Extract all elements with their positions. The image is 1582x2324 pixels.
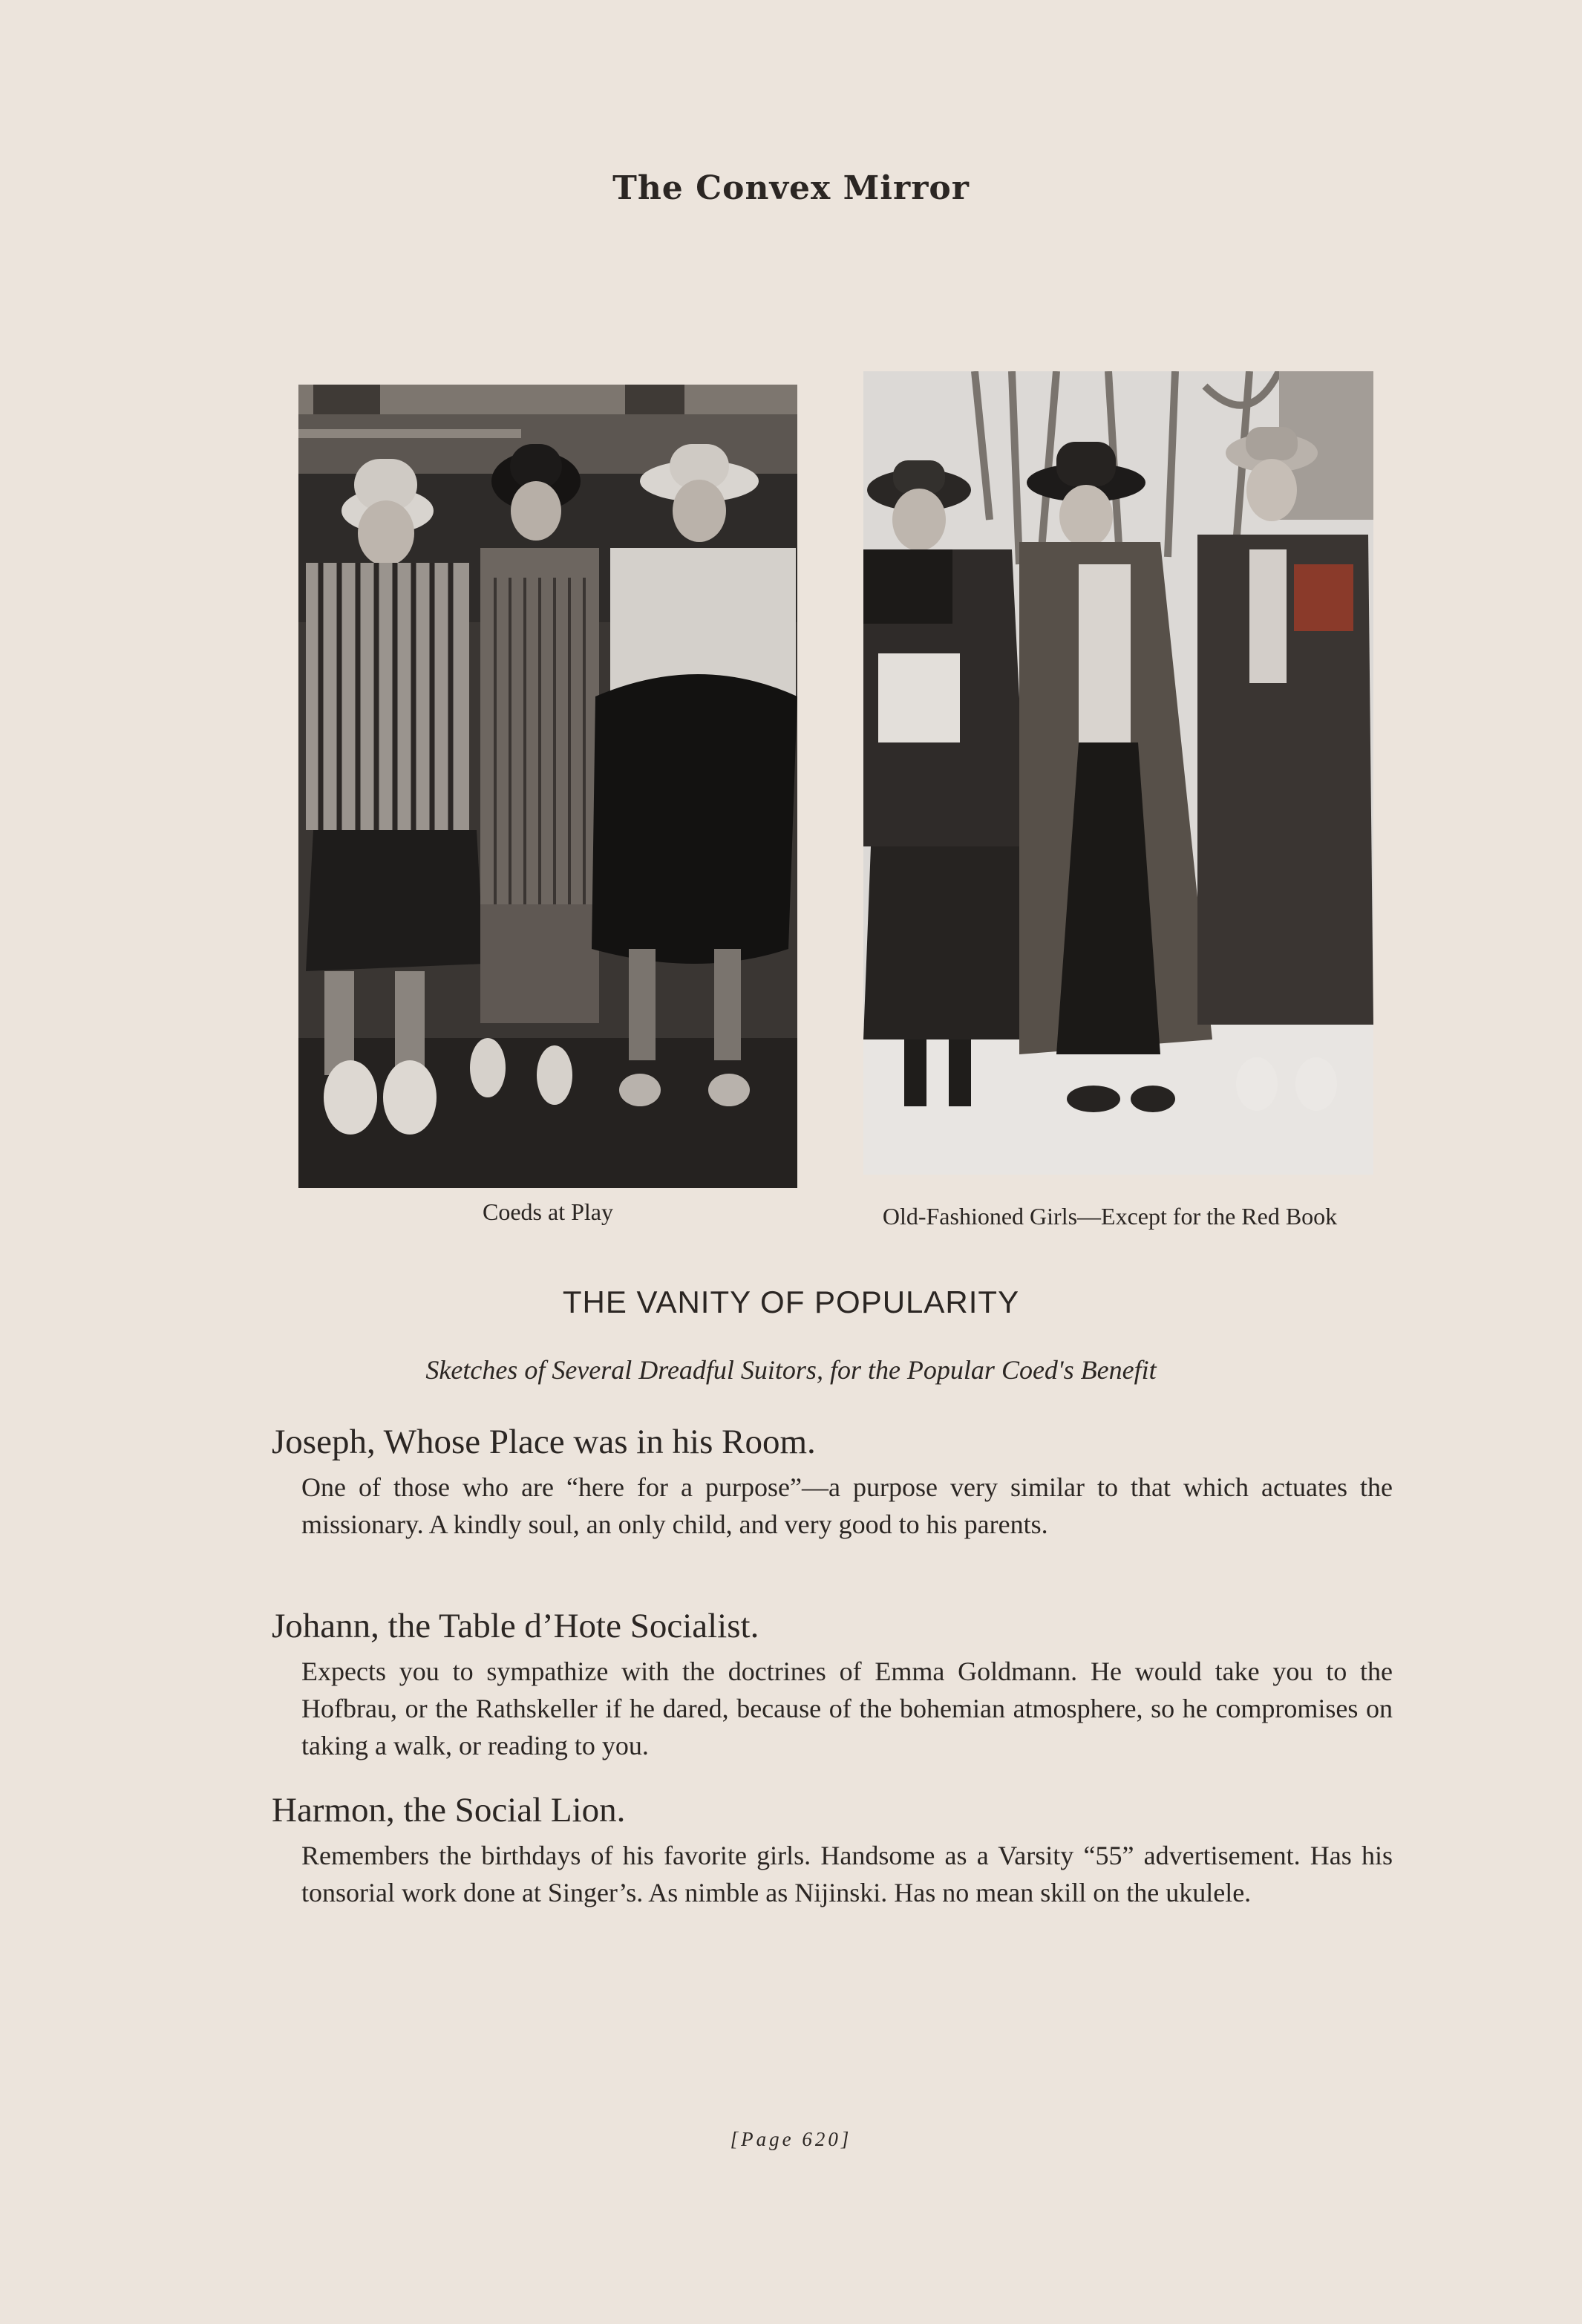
suitor-description: Expects you to sympathize with the doctrines of Emma Goldmann. He would take you to the Hofbrau, or the Rathskeller if he dared, because of the bohemian atmosphere, so he compromises on taking a walk, or reading to you. [301, 1656, 1393, 1760]
suitor-entry [272, 1788, 1393, 1911]
article-title: THE VANITY OF POPULARITY [562, 1285, 1020, 1319]
photo-old-fashioned-girls [863, 371, 1373, 1175]
suitor-description: One of those who are “here for a purpose”—a purpose very similar to that which actuates the missionary. A kindly soul, an only child, and very good to his parents. [301, 1472, 1393, 1539]
suitor-heading: Joseph, Whose Place was in his Room. [272, 1423, 816, 1461]
suitor-heading: Johann, the Table d’Hote Socialist. [272, 1607, 759, 1645]
suitor-entry [272, 1604, 1393, 1764]
running-head: The Convex Mirror [612, 169, 970, 207]
suitor-description: Remembers the birthdays of his favorite girls. Handsome as a Varsity “55” advertisement. Has his tonsorial work done at Singer’s. As nimble as Nijinski. Has no mean skill on the ukulele. [301, 1841, 1393, 1907]
photo-coeds-at-play [298, 385, 797, 1188]
page-number: [Page 620] [730, 2128, 852, 2150]
article-subtitle: Sketches of Several Dreadful Suitors, for the Popular Coed's Benefit [425, 1355, 1157, 1385]
suitor-entry [272, 1420, 1393, 1543]
photo-caption-right: Old-Fashioned Girls—Except for the Red Book [882, 1203, 1338, 1230]
suitor-heading: Harmon, the Social Lion. [272, 1791, 626, 1830]
photo-caption-left: Coeds at Play [483, 1198, 613, 1225]
